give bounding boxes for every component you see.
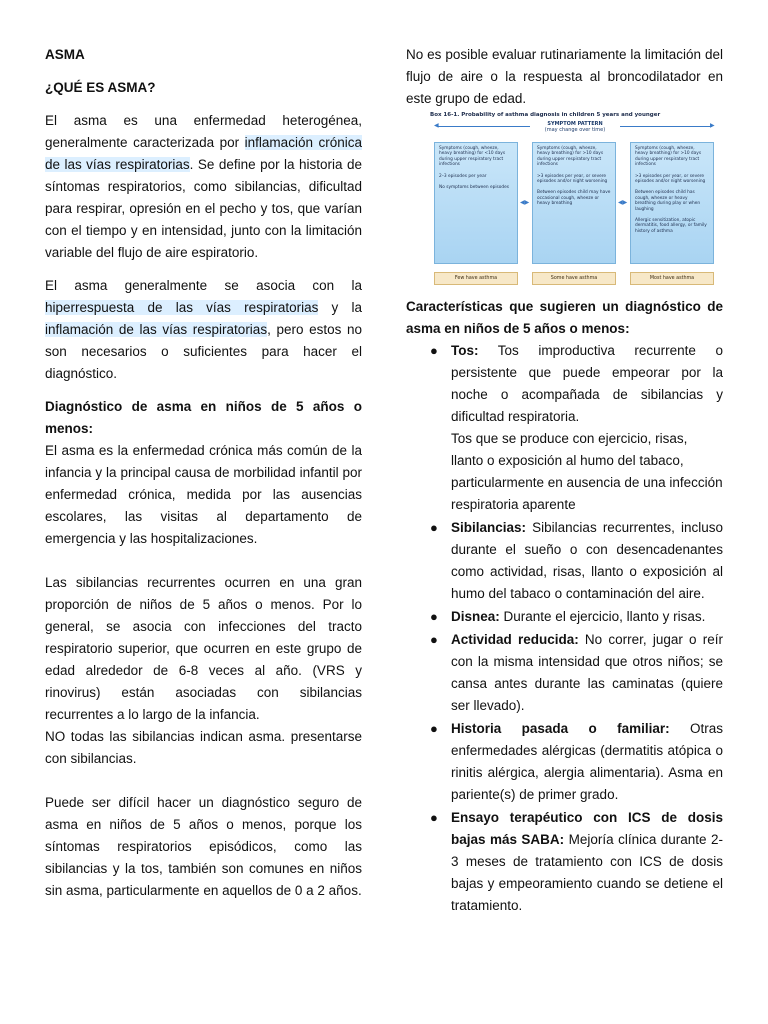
item-text bbox=[451, 718, 723, 806]
text-span: . Se define por la historia de síntomas respiratorios, como sibilancias, dificultad para respirar, opresión en el pecho y tos, que varían con el tiempo y en intensidad, junto con la limitación variable del flujo de aire espiratorio. bbox=[45, 157, 362, 260]
item-desc: Tos improductiva recurrente o persistente que puede empeorar por la noche o acompañada de sibilancias y dificultad respiratoria. bbox=[451, 343, 723, 424]
connector-arrow-icon: ◀▶ bbox=[520, 199, 530, 206]
highlight-airway-inflammation: inflamación de las vías respiratorias bbox=[45, 322, 268, 337]
connector-arrow-icon: ◀▶ bbox=[618, 199, 628, 206]
paragraph-not-all-wheeze: NO todas las sibilancias indican asma. presentarse con sibilancias. bbox=[45, 729, 362, 766]
list-item bbox=[406, 807, 723, 917]
item-text bbox=[451, 807, 723, 917]
highlight-chronic-inflammation: inflamación crónica de las vías respiratorias bbox=[45, 135, 362, 172]
paragraph-association bbox=[45, 275, 362, 385]
item-desc: Otras enfermedades alérgicas (dermatitis atópica o rinitis alérgica, alergia alimentaria). Asma en pariente(s) de primer grado. bbox=[451, 721, 723, 802]
item-term: Ensayo terapéutico con ICS de dosis bajas más SABA: bbox=[451, 810, 723, 847]
box-text: Between episodes child has cough, wheeze or heavy breathing during play or when laughing bbox=[635, 190, 701, 212]
item-desc: Mejoría clínica durante 2-3 meses de tratamiento con ICS de dosis bajas y empeoramiento cuando se detiene el tratamiento. bbox=[451, 832, 723, 913]
list-item bbox=[406, 340, 723, 516]
item-extra: Tos que se produce con ejercicio, risas, llanto o exposición al humo del tabaco, particularmente en ausencia de una infección respiratoria aparente bbox=[451, 431, 723, 512]
highlight-hyperresponsiveness: hiperrespuesta de las vías respiratorias bbox=[45, 300, 319, 315]
item-term: Sibilancias: bbox=[451, 520, 527, 535]
box-text: Symptoms (cough, wheeze, heavy breathing) for >10 days during upper respiratory tract infections bbox=[537, 146, 604, 168]
left-column bbox=[45, 44, 362, 902]
pattern-subtitle: (may change over time) bbox=[544, 127, 606, 133]
box-text: No symptoms between episodes bbox=[439, 185, 509, 191]
box-text: Symptoms (cough, wheeze, heavy breathing) for <10 days during upper respiratory tract infections bbox=[439, 146, 506, 168]
item-text bbox=[451, 340, 723, 428]
item-desc: No correr, jugar o reír con la misma intensidad que otros niños; se cansa antes durante las caminatas (quiere ser llevado). bbox=[451, 632, 724, 713]
item-text bbox=[451, 606, 723, 628]
label-some: Some have asthma bbox=[532, 272, 616, 285]
section-heading-diagnosis: Diagnóstico de asma en niños de 5 años o menos: bbox=[45, 399, 362, 436]
item-term: Actividad reducida: bbox=[451, 632, 579, 647]
item-desc: Sibilancias recurrentes, incluso durante el sueño o con desencadenantes como actividad, risas, llanto o exposición al humo del tabaco o contaminación del aire. bbox=[451, 520, 723, 601]
bullet-icon: ● bbox=[430, 632, 438, 647]
list-item bbox=[406, 629, 723, 717]
text-span: El asma es una enfermedad heterogénea, generalmente caracterizada por bbox=[45, 113, 362, 150]
paragraph-recurrent-wheeze: Las sibilancias recurrentes ocurren en una gran proporción de niños de 5 años o menos. Por lo general, se asocia con infecciones del tracto respiratorio superior, que ocurren en este grupo de edad alrededor de 6-8 veces al año. (VRS y rinovirus) están asociadas con sibilancias recurrentes a lo largo de la infancia. bbox=[45, 575, 362, 722]
box-text: 2–3 episodes per year bbox=[439, 173, 487, 179]
figure-caption: Box 16-1. Probability of asthma diagnosis in children 5 years and younger bbox=[430, 112, 661, 118]
list-item bbox=[406, 517, 723, 605]
list-item bbox=[406, 606, 723, 628]
paragraph-airflow: No es posible evaluar rutinariamente la limitación del flujo de aire o la respuesta al broncodilatador en este grupo de edad. bbox=[406, 47, 723, 106]
box-text: >3 episodes per year, or severe episodes and/or night worsening bbox=[537, 173, 608, 185]
bullet-icon: ● bbox=[430, 520, 438, 535]
section-heading-characteristics: Características que sugieren un diagnóstico de asma en niños de 5 años o menos: bbox=[406, 299, 723, 336]
pattern-title: SYMPTOM PATTERN bbox=[547, 121, 603, 127]
paragraph-difficult-diagnosis: Puede ser difícil hacer un diagnóstico seguro de asma en niños de 5 años o menos, porque los síntomas respiratorios episódicos, como las sibilancias y la tos, también son comunes en niños sin asma, particularmente en aquellos de 0 a 2 años. bbox=[45, 795, 362, 898]
arrow-left-line bbox=[438, 126, 530, 127]
bullet-icon: ● bbox=[430, 609, 438, 624]
symptom-pattern-header bbox=[530, 121, 620, 133]
item-text bbox=[451, 517, 723, 605]
characteristics-list bbox=[406, 340, 723, 917]
item-term: Tos: bbox=[451, 343, 479, 358]
bullet-icon: ● bbox=[430, 343, 438, 358]
text-span: , pero estos no son necesarios o suficientes para hacer el diagnóstico. bbox=[45, 322, 362, 381]
label-most: Most have asthma bbox=[630, 272, 714, 285]
box-text: Between episodes child may have occasional cough, wheeze or heavy breathing bbox=[537, 190, 611, 207]
box-text: Allergic sensitization, atopic dermatitis, food allergy, or family history of asthma bbox=[635, 218, 707, 234]
pattern-box-some bbox=[532, 142, 616, 264]
text-span: y la bbox=[318, 300, 362, 315]
right-column bbox=[406, 44, 723, 917]
paragraph-definition bbox=[45, 110, 362, 264]
arrow-right-icon: ▶ bbox=[710, 122, 715, 129]
bullet-icon: ● bbox=[430, 721, 438, 736]
bullet-icon: ● bbox=[430, 810, 438, 825]
paragraph-chronic-disease: El asma es la enfermedad crónica más común de la infancia y la principal causa de morbilidad infantil por enfermedad crónica, medida por las ausencias escolares, las visitas al departamento de emergencia y las hospitalizaciones. bbox=[45, 443, 362, 546]
arrow-left-icon: ◀ bbox=[434, 122, 439, 129]
box-text: Symptoms (cough, wheeze, heavy breathing) for >10 days during upper respiratory tract infections bbox=[635, 146, 702, 168]
item-text bbox=[451, 629, 723, 717]
asthma-probability-figure bbox=[430, 112, 720, 292]
arrow-right-line bbox=[620, 126, 712, 127]
pattern-box-most bbox=[630, 142, 714, 264]
pattern-box-few bbox=[434, 142, 518, 264]
item-term: Disnea: bbox=[451, 609, 500, 624]
item-term: Historia pasada o familiar: bbox=[451, 721, 670, 736]
item-desc: Durante el ejercicio, llanto y risas. bbox=[499, 609, 706, 624]
doc-title: ASMA bbox=[45, 47, 85, 62]
label-few: Few have asthma bbox=[434, 272, 518, 285]
list-item bbox=[406, 718, 723, 806]
box-text: >3 episodes per year, or severe episodes and/or night worsening bbox=[635, 173, 706, 185]
text-span: El asma generalmente se asocia con la bbox=[45, 278, 362, 293]
section-heading-what-is: ¿QUÉ ES ASMA? bbox=[45, 80, 156, 95]
